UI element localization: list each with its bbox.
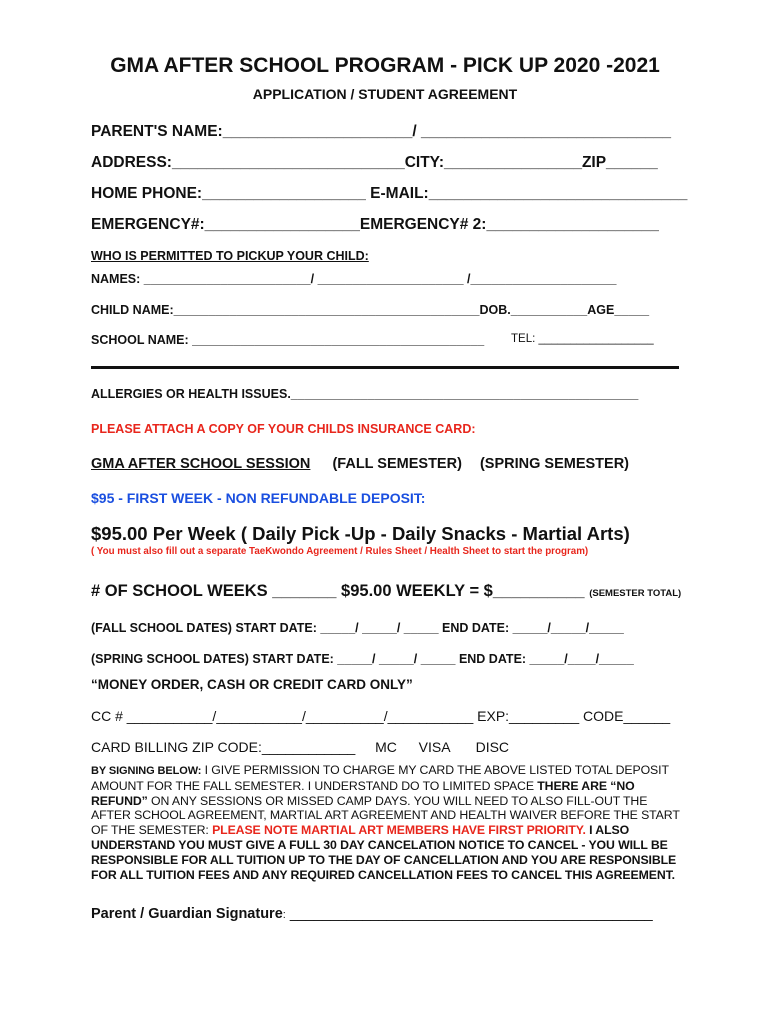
credit-card-field[interactable]: CC # ___________/___________/__________/___________ EXP:_________ CODE______ <box>91 708 671 724</box>
page-subtitle: APPLICATION / STUDENT AGREEMENT <box>252 86 518 102</box>
pickup-names-field[interactable]: NAMES: ________________________/ _____________________ /_____________________ <box>91 272 617 286</box>
visa-option[interactable]: VISA <box>418 739 450 755</box>
agreement-text-2: ON ANY SESSIONS OR MISSED CAMP DAYS. YOU WILL NEED TO ALSO FILL-OUT THE AFTER SCHOOL AGREEMENT, MARTIAL ART AGREEMENT AND HEALTH WAIVER BEFORE THE START OF THE SEMESTER: <box>91 793 680 838</box>
agreement-no-refund: THERE ARE “NO REFUND” <box>91 778 635 808</box>
semester-total-label: (SEMESTER TOTAL) <box>589 588 682 599</box>
parents-name-field[interactable]: PARENT'S NAME:______________________/ _____________________________ <box>91 123 671 140</box>
signature-line[interactable]: _____________________________________________ <box>285 906 653 922</box>
price-note: ( You must also fill out a separate TaeKwondo Agreement / Rules Sheet / Health Sheet to start the program) <box>91 546 589 557</box>
signature-label: Parent / Guardian Signature <box>91 906 283 922</box>
deposit-notice: $95 - FIRST WEEK - NON REFUNDABLE DEPOSIT: <box>91 490 426 506</box>
fall-dates-field[interactable]: (FALL SCHOOL DATES) START DATE: _____/ _____/ _____ END DATE: _____/_____/_____ <box>91 621 624 635</box>
emergency-field[interactable]: EMERGENCY#:__________________EMERGENCY# 2:____________________ <box>91 216 659 233</box>
spring-dates-field[interactable]: (SPRING SCHOOL DATES) START DATE: _____/ _____/ _____ END DATE: _____/____/_____ <box>91 652 634 666</box>
disc-option[interactable]: DISC <box>475 739 510 755</box>
signature-colon: : <box>282 909 286 921</box>
page-title: GMA AFTER SCHOOL PROGRAM - PICK UP 2020 -2021 <box>110 54 660 77</box>
allergies-field[interactable]: ALLERGIES OR HEALTH ISSUES.__________________________________________________ <box>91 387 639 401</box>
agreement-paragraph <box>91 763 681 882</box>
session-row <box>91 456 629 472</box>
school-name-field[interactable]: SCHOOL NAME: __________________________________________ <box>91 333 485 347</box>
agreement-text-1: I GIVE PERMISSION TO CHARGE MY CARD THE ABOVE LISTED TOTAL DEPOSIT AMOUNT FOR THE FALL SEMESTER. I UNDERSTAND DO TO LIMITED SPACE <box>91 763 669 793</box>
home-phone-email-field[interactable]: HOME PHONE:___________________ E-MAIL:______________________________ <box>91 185 688 202</box>
agreement-cancelation: I ALSO UNDERSTAND YOU MUST GIVE A FULL 30 DAY CANCELATION NOTICE TO CANCEL - YOU WILL BE RESPONSIBLE FOR ALL TUITION UP TO THE DAY OF CANCELLATION AND YOU ARE RESPONSIBLE FOR ALL TUITION FEES AND ANY REQUIRED CANCELLATION FEES TO CANCEL THIS AGREEMENT. <box>91 823 677 882</box>
insurance-notice: PLEASE ATTACH A COPY OF YOUR CHILDS INSURANCE CARD: <box>91 422 476 436</box>
price-line: $95.00 Per Week ( Daily Pick -Up - Daily Snacks - Martial Arts) <box>91 523 630 544</box>
address-field[interactable]: ADDRESS:___________________________CITY:________________ZIP______ <box>91 154 658 171</box>
school-weeks-field[interactable] <box>91 582 681 601</box>
billing-row <box>91 739 509 755</box>
agreement-lead: BY SIGNING BELOW: <box>91 765 202 777</box>
spring-semester-option[interactable]: (SPRING SEMESTER) <box>479 456 630 472</box>
payment-methods: “MONEY ORDER, CASH OR CREDIT CARD ONLY” <box>91 677 413 692</box>
tel-field[interactable]: TEL: __________________ <box>511 333 654 345</box>
agreement-priority-note: PLEASE NOTE MARTIAL ART MEMBERS HAVE FIRST PRIORITY. <box>212 823 586 838</box>
signature-row[interactable] <box>91 906 653 922</box>
section-divider <box>91 366 679 369</box>
billing-zip-field[interactable]: CARD BILLING ZIP CODE:____________ <box>91 739 356 755</box>
pickup-heading: WHO IS PERMITTED TO PICKUP YOUR CHILD: <box>91 249 369 263</box>
school-weeks-text: # OF SCHOOL WEEKS _______ $95.00 WEEKLY = $__________ <box>91 582 585 600</box>
mc-option[interactable]: MC <box>375 739 397 755</box>
child-name-field[interactable]: CHILD NAME:____________________________________________DOB.___________AGE_____ <box>91 303 650 317</box>
session-label: GMA AFTER SCHOOL SESSION <box>91 456 311 472</box>
fall-semester-option[interactable]: (FALL SEMESTER) <box>332 456 462 472</box>
